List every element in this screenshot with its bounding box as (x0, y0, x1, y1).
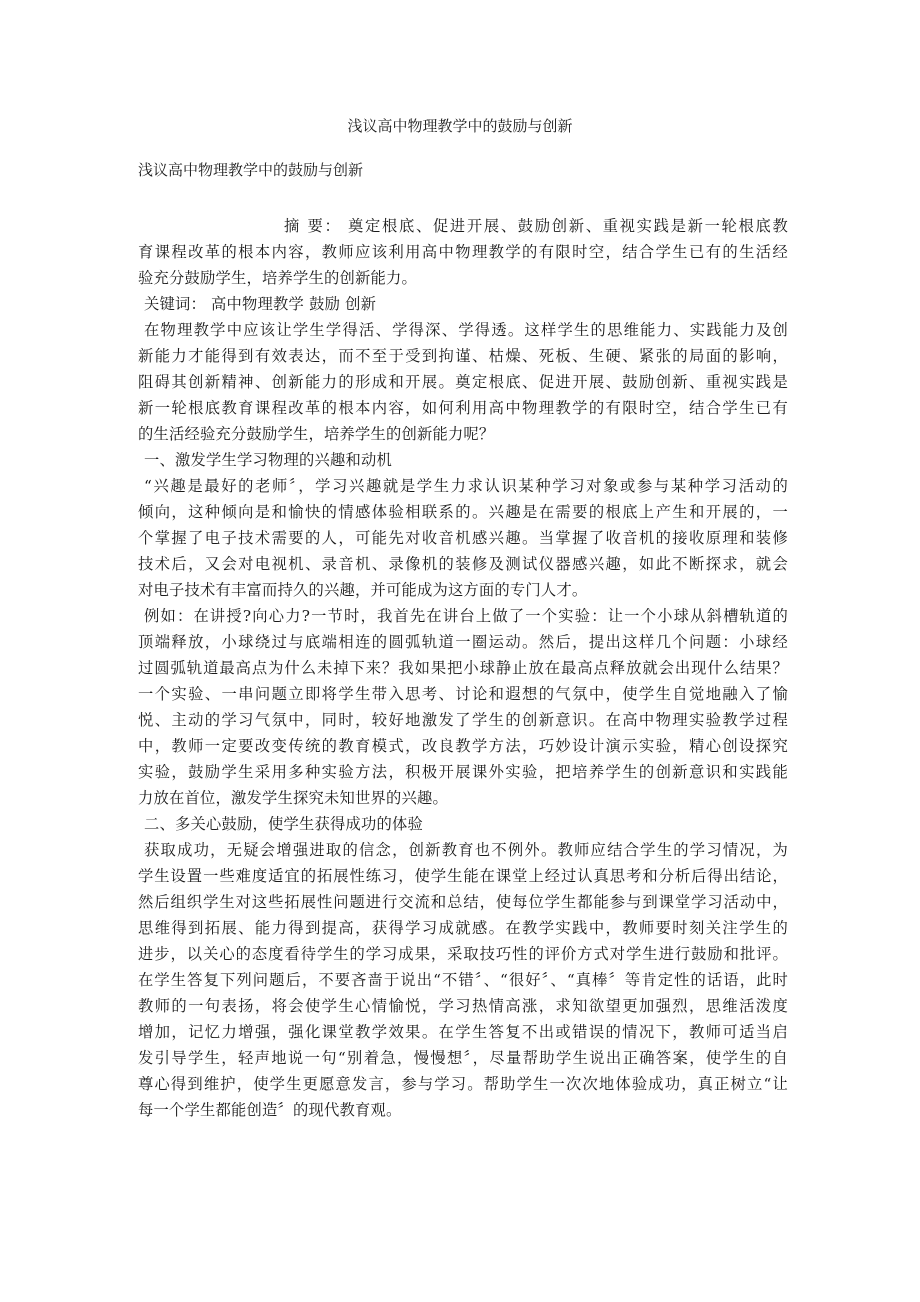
text-line: 中，教师一定要改变传统的教育模式，改良教学方法，巧妙设计演示实验，精心创设探究 (138, 737, 788, 755)
document-title: 浅议高中物理教学中的鼓励与创新 (347, 117, 573, 135)
document-subtitle: 浅议高中物理教学中的鼓励与创新 (138, 161, 364, 179)
text-line: 过圆弧轨道最高点为什么未掉下来？我如果把小球静止放在最高点释放就会出现什么结果？ (138, 659, 788, 677)
text-line: 尊心得到维护，使学生更愿意发言，参与学习。帮助学生一次次地体验成功，真正树立“让 (138, 1075, 788, 1093)
text-line: 倾向，这种倾向是和愉快的情感体验相联系的。兴趣是在需要的根底上产生和开展的，一 (138, 503, 788, 521)
text-line: 的生活经验充分鼓励学生，培养学生的创新能力呢？ (138, 425, 495, 443)
text-line: 实验，鼓励学生采用多种实验方法，积极开展课外实验，把培养学生的创新意识和实践能 (138, 763, 788, 781)
text-line: 每一个学生都能创造〞的现代教育观。 (138, 1101, 402, 1119)
text-line: 教师的一句表扬，将会使学生心情愉悦，学习热情高涨，求知欲望更加强烈，思维活泼度 (138, 997, 788, 1015)
text-line: 个掌握了电子技术需要的人，可能先对收音机感兴趣。当掌握了收音机的接收原理和装修 (138, 529, 788, 547)
text-line: 然后组织学生对这些拓展性问题进行交流和总结，使每位学生都能参与到课堂学习活动中， (138, 893, 788, 911)
text-line: 对电子技术有丰富而持久的兴趣，并可能成为这方面的专门人才。 (138, 581, 588, 599)
text-line: 获取成功，无疑会增强进取的信念，创新教育也不例外。教师应结合学生的学习情况，为 (144, 841, 788, 859)
text-line: 进步，以关心的态度看待学生的学习成果，采取技巧性的评价方式对学生进行鼓励和批评。 (138, 945, 788, 963)
text-line: 新能力才能得到有效表达，而不至于受到拘谨、枯燥、死板、生硬、紧张的局面的影响， (138, 347, 788, 365)
text-line: 增加，记忆力增强，强化课堂教学效果。在学生答复不出或错误的情况下，教师可适当启 (138, 1023, 788, 1041)
text-line: 例如：在讲授?向心力?一节时，我首先在讲台上做了一个实验：让一个小球从斜槽轨道的 (144, 607, 788, 625)
text-line: 顶端释放，小球绕过与底端相连的圆弧轨道一圈运动。然后，提出这样几个问题：小球经 (138, 633, 788, 651)
text-line: 学生设置一些难度适宜的拓展性练习，使学生能在课堂上经过认真思考和分析后得出结论， (138, 867, 788, 885)
text-line: 一个实验、一串问题立即将学生带入思考、讨论和遐想的气氛中，使学生自觉地融入了愉 (138, 685, 788, 703)
text-line: 育课程改革的根本内容，教师应该利用高中物理教学的有限时空，结合学生已有的生活经 (138, 243, 788, 261)
text-line: “兴趣是最好的老师〞，学习兴趣就是学生力求认识某种学习对象或参与某种学习活动的 (144, 477, 788, 495)
text-line: 验充分鼓励学生，培养学生的创新能力。 (138, 269, 417, 287)
text-line: 阻碍其创新精神、创新能力的形成和开展。奠定根底、促进开展、鼓励创新、重视实践是 (138, 373, 788, 391)
text-line: 技术后，又会对电视机、录音机、录像机的装修及测试仪器感兴趣，如此不断探求，就会 (138, 555, 788, 573)
text-line: 悦、主动的学习气氛中，同时，较好地激发了学生的创新意识。在高中物理实验教学过程 (138, 711, 788, 729)
document-body (138, 213, 788, 1123)
abstract-line: 摘 要： 奠定根底、促进开展、鼓励创新、重视实践是新一轮根底教 (284, 217, 788, 235)
section-heading: 一、激发学生学习物理的兴趣和动机 (144, 451, 392, 469)
text-line: 力放在首位，激发学生探究未知世界的兴趣。 (138, 789, 448, 807)
text-line: 思维得到拓展、能力得到提高，获得学习成就感。在教学实践中，教师要时刻关注学生的 (138, 919, 788, 937)
section-heading: 二、多关心鼓励，使学生获得成功的体验 (144, 815, 423, 833)
text-line: 新一轮根底教育课程改革的根本内容，如何利用高中物理教学的有限时空，结合学生已有 (138, 399, 788, 417)
text-line: 发引导学生，轻声地说一句“别着急，慢慢想〞，尽量帮助学生说出正确答案，使学生的自 (138, 1049, 788, 1067)
text-line: 在学生答复下列问题后，不要吝啬于说出“不错〞、“很好〞、“真棒〞等肯定性的话语，此时 (138, 971, 788, 989)
text-line: 在物理教学中应该让学生学得活、学得深、学得透。这样学生的思维能力、实践能力及创 (144, 321, 788, 339)
keywords-line: 关键词： 高中物理教学 鼓励 创新 (144, 295, 377, 313)
